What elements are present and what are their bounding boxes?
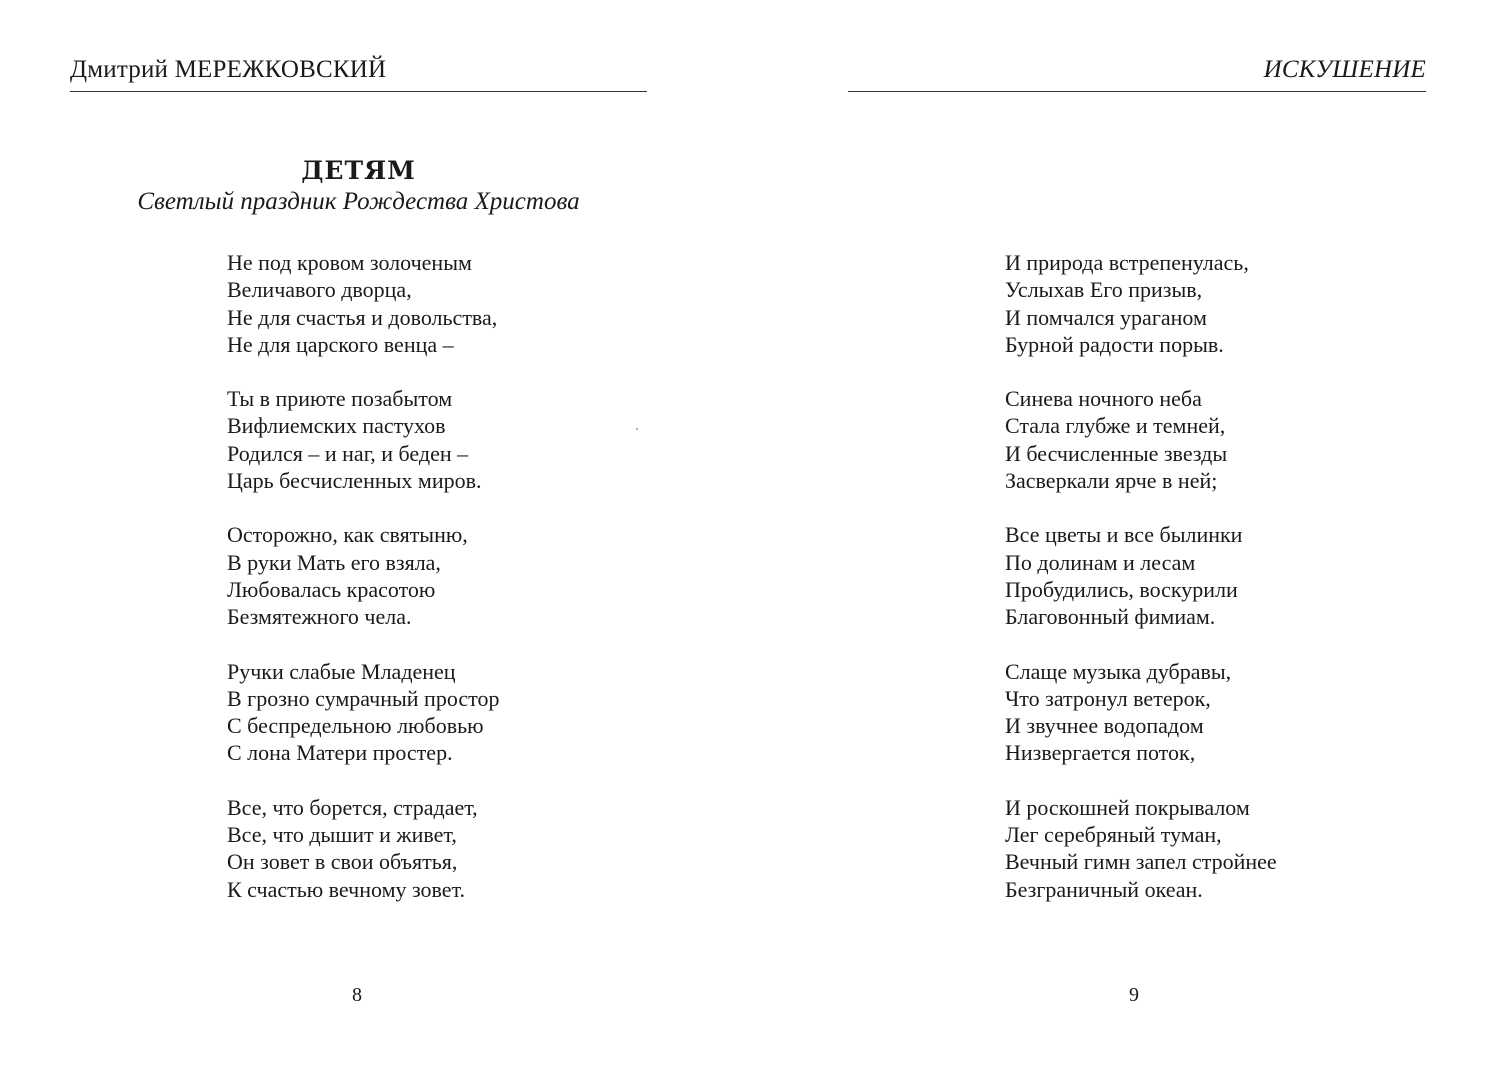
verse-line: Все, что борется, страдает,	[227, 794, 478, 820]
verse-line: Не под кровом золоченым	[227, 250, 472, 275]
verse-line: Слаще музыка дубравы,	[1005, 658, 1232, 684]
verse-line: Все цветы и все былинки	[1005, 522, 1243, 548]
verse-line: И роскошней покрывалом	[1005, 794, 1250, 820]
verse-line: Не для счастья и довольства,	[227, 304, 498, 330]
verse-line: Он зовет в свои объятья,	[227, 849, 458, 875]
verse-line: Что затронул ветерок,	[1005, 685, 1211, 711]
verse-line: Безграничный океан.	[1005, 876, 1203, 902]
verse-line: К счастью вечному зовет.	[227, 876, 466, 902]
poem-title: ДЕТЯМ	[301, 156, 416, 185]
right-running-head: ИСКУШЕНИЕ	[1263, 56, 1426, 83]
verse-line: Низвергается поток,	[1005, 740, 1196, 766]
verse-line: Любовалась красотою	[227, 576, 436, 602]
verse-line: Осторожно, как святыню,	[227, 522, 468, 548]
verse-line: Вифлиемских пастухов	[227, 413, 446, 439]
verse-line: Пробудились, воскурили	[1005, 576, 1238, 602]
poem-subtitle: Светлый праздник Рождества Христова	[137, 188, 580, 215]
right-header-rule	[848, 91, 1426, 92]
stanza	[1005, 385, 1277, 494]
verse-line: С лона Матери простер.	[227, 740, 453, 766]
verse-line: Стала глубже и темней,	[1005, 413, 1226, 439]
verse-line: Родился – и наг, и беден –	[227, 440, 469, 466]
verse-line: Бурной радости порыв.	[1005, 331, 1224, 357]
print-speck	[636, 428, 638, 430]
stanza	[1005, 794, 1277, 903]
verse-line: Не для царского венца –	[227, 331, 454, 357]
left-header-rule	[70, 91, 647, 92]
stanza	[1005, 658, 1277, 767]
left-page-number: 8	[352, 984, 362, 1006]
stanza	[227, 658, 499, 767]
verse-line: Благовонный фимиам.	[1005, 604, 1216, 630]
verse-line: По долинам и лесам	[1005, 549, 1196, 575]
right-page	[748, 0, 1496, 1080]
right-poem-body	[1005, 249, 1277, 930]
verse-line: И звучнее водопадом	[1005, 713, 1204, 739]
right-page-number: 9	[1129, 984, 1139, 1006]
verse-line: Царь бесчисленных миров.	[227, 468, 482, 494]
left-running-head: Дмитрий МЕРЕЖКОВСКИЙ	[70, 56, 387, 83]
verse-line: Засверкали ярче в ней;	[1005, 468, 1218, 494]
verse-line: Ручки слабые Младенец	[227, 658, 456, 684]
verse-line: И бесчисленные звезды	[1005, 440, 1228, 466]
verse-line: С беспредельною любовью	[227, 713, 484, 739]
verse-line: Лег серебряный туман,	[1005, 822, 1222, 848]
stanza	[227, 521, 499, 630]
stanza	[227, 385, 499, 494]
verse-line: Вечный гимн запел стройнее	[1005, 849, 1277, 875]
left-poem-body	[227, 249, 499, 930]
stanza	[227, 794, 499, 903]
stanza	[227, 249, 499, 358]
verse-line: Ты в приюте позабытом	[227, 386, 453, 412]
verse-line: Безмятежного чела.	[227, 604, 412, 630]
verse-line: В руки Мать его взяла,	[227, 549, 441, 575]
verse-line: И помчался ураганом	[1005, 304, 1207, 330]
verse-line: Величавого дворца,	[227, 277, 412, 303]
verse-line: Услыхав Его призыв,	[1005, 277, 1203, 303]
verse-line: Все, что дышит и живет,	[227, 822, 457, 848]
verse-line: И природа встрепенулась,	[1005, 250, 1249, 275]
stanza	[1005, 249, 1277, 358]
verse-line: Синева ночного неба	[1005, 386, 1202, 412]
stanza	[1005, 521, 1277, 630]
verse-line: В грозно сумрачный простор	[227, 685, 500, 711]
